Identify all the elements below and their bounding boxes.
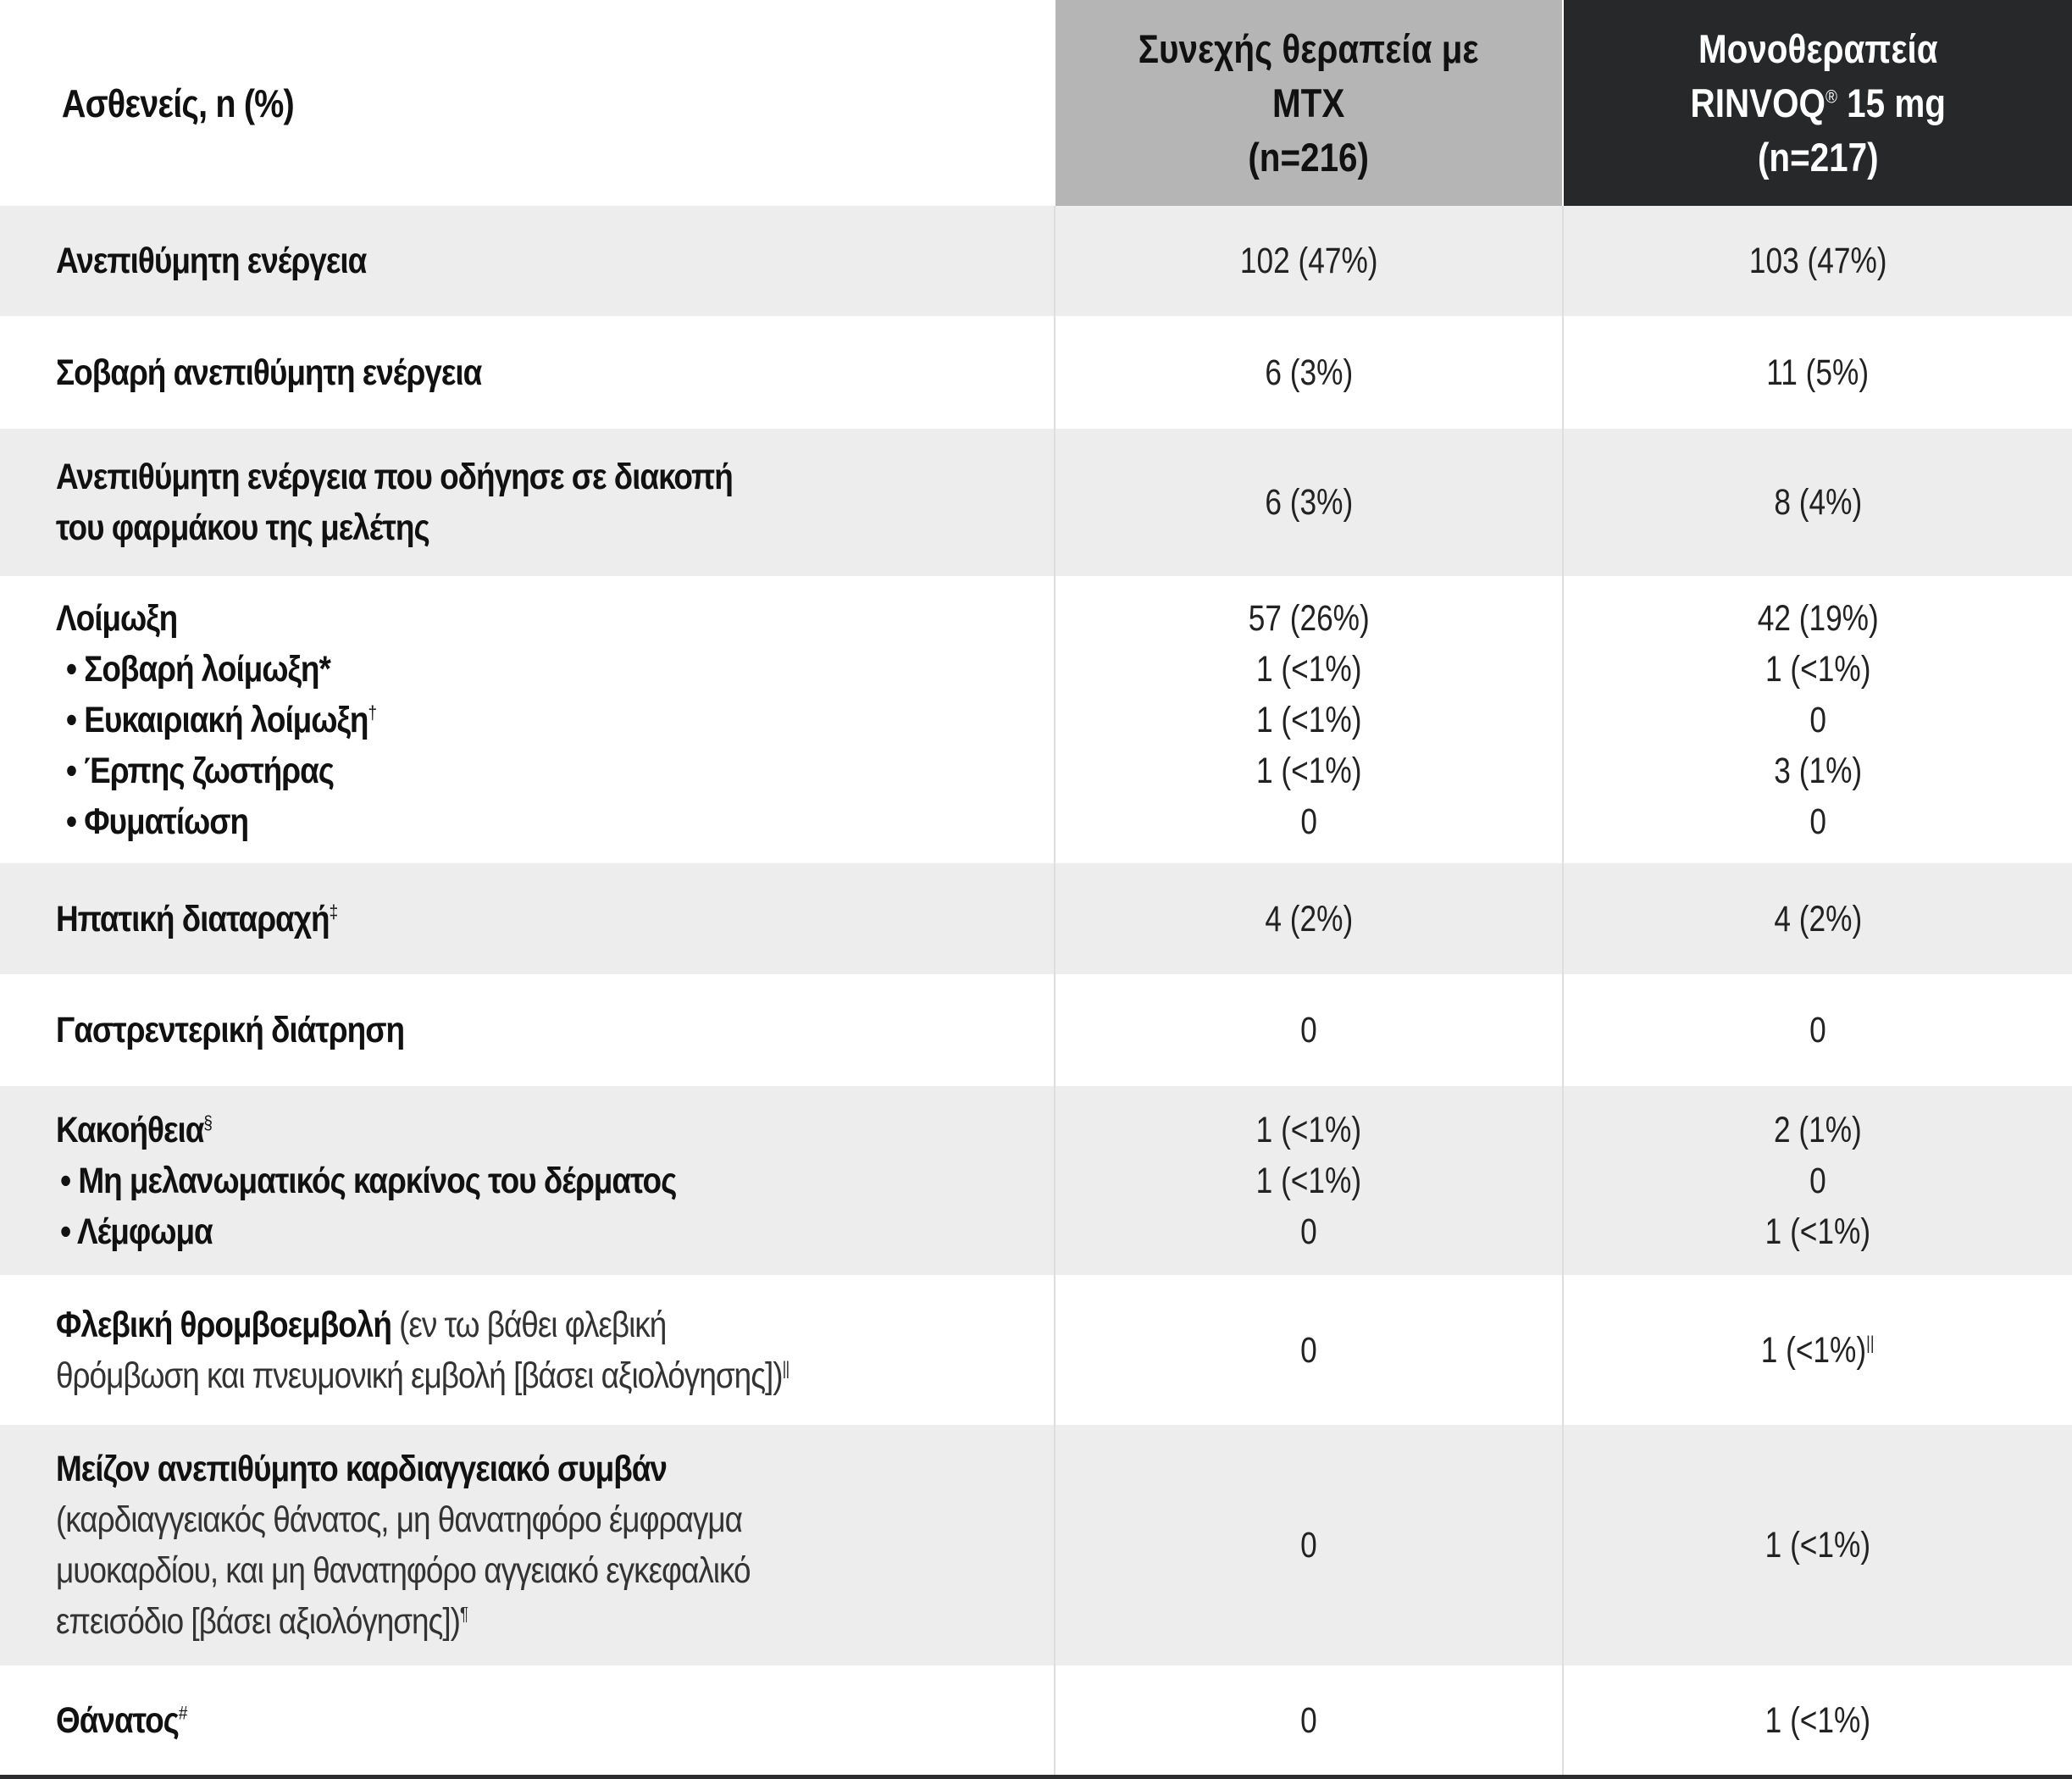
rinvoq-value: 8 (4%) — [1774, 482, 1862, 523]
row-label-detail-1: (καρδιαγγειακός θάνατος, μη θανατηφόρο έμφραγμα — [56, 1499, 742, 1540]
footnote-section: § — [203, 1111, 212, 1133]
header-row-label-cell — [0, 0, 1054, 206]
table-row-infection — [0, 576, 2072, 863]
table-row — [0, 863, 2072, 974]
header-row-label: Ασθενείς, n (%) — [61, 80, 294, 125]
rinvoq-value: 103 (47%) — [1748, 241, 1887, 281]
rinvoq-sub-value: 0 — [1809, 1160, 1826, 1201]
row-label: Λοίμωξη — [56, 597, 178, 639]
sub-item-label: • Ευκαιριακή λοίμωξη† — [66, 699, 376, 740]
mtx-sub-value: 0 — [1300, 1211, 1317, 1252]
mtx-sub-value: 0 — [1300, 801, 1317, 842]
mtx-value: 0 — [1300, 1010, 1317, 1050]
mtx-value: 0 — [1300, 1329, 1317, 1371]
row-label-line-2: του φαρμάκου της μελέτης — [56, 507, 429, 548]
rinvoq-value: 0 — [1809, 1010, 1826, 1050]
mtx-value: 4 (2%) — [1265, 898, 1353, 939]
row-label-detail-3: επεισόδιο [βάσει αξιολόγησης])¶ — [56, 1601, 468, 1642]
table-row — [0, 316, 2072, 429]
row-label-detail-2: μυοκαρδίου, και μη θανατηφόρο αγγειακό εγκεφαλικό — [56, 1550, 751, 1591]
table-row — [0, 206, 2072, 316]
row-label-line-1: Ανεπιθύμητη ενέργεια που οδήγησε σε διακοπή — [56, 457, 733, 497]
rinvoq-sub-value: 0 — [1809, 699, 1826, 740]
rinvoq-sub-value: 1 (<1%) — [1765, 648, 1871, 690]
table-row-vte — [0, 1275, 2072, 1425]
row-label: Κακοήθεια§ — [56, 1109, 212, 1150]
row-label: Θάνατος# — [56, 1699, 187, 1741]
header-rinvoq-line-1: Μονοθεραπεία — [1698, 25, 1938, 71]
mtx-value: 6 (3%) — [1265, 352, 1353, 393]
row-label-line-1: Φλεβική θρομβοεμβολή (εν τω βάθει φλεβική — [56, 1304, 667, 1345]
sub-item-label: • Μη μελανωματικός καρκίνος του δέρματος — [60, 1160, 677, 1201]
sub-item-label: • Σοβαρή λοίμωξη* — [66, 648, 330, 690]
footnote-parallel: || — [1866, 1332, 1875, 1354]
registered-mark: ® — [1825, 85, 1837, 107]
rinvoq-value: 4 (2%) — [1774, 898, 1862, 939]
header-mtx-line-2: MTX — [1272, 80, 1345, 125]
header-rinvoq-dose: 15 mg — [1837, 80, 1946, 125]
mtx-value: 1 (<1%) — [1255, 1109, 1362, 1150]
table-header-row — [0, 0, 2072, 206]
table-row — [0, 974, 2072, 1086]
row-label: Ανεπιθύμητη ενέργεια — [56, 241, 367, 281]
footnote-pilcrow: ¶ — [459, 1603, 468, 1625]
footnote-parallel: || — [782, 1357, 789, 1379]
header-mtx-column — [1054, 0, 1562, 206]
sub-item-label: • Φυματίωση — [66, 801, 249, 842]
rinvoq-value: 1 (<1%)|| — [1761, 1329, 1875, 1371]
table-row-malignancy — [0, 1086, 2072, 1275]
mtx-sub-value: 1 (<1%) — [1255, 699, 1362, 740]
rinvoq-sub-value: 0 — [1809, 801, 1826, 842]
row-label-bold: Μείζον ανεπιθύμητο καρδιαγγειακό συμβάν — [56, 1449, 667, 1489]
header-rinvoq-line-2 — [1690, 76, 1945, 130]
rinvoq-sub-value: 1 (<1%) — [1765, 1211, 1871, 1252]
rinvoq-value: 2 (1%) — [1774, 1109, 1862, 1150]
row-label: Γαστρεντερική διάτρηση — [56, 1010, 405, 1050]
row-label-line-2: θρόμβωση και πνευμονική εμβολή [βάσει αξιολόγησης])|| — [56, 1355, 789, 1396]
mtx-sub-value: 1 (<1%) — [1255, 648, 1362, 690]
table-row-mace — [0, 1425, 2072, 1665]
footnote-hash: # — [178, 1702, 187, 1724]
header-rinvoq-n: (n=217) — [1757, 134, 1879, 180]
row-label: Σοβαρή ανεπιθύμητη ενέργεια — [56, 352, 482, 393]
sub-item-label: • Λέμφωμα — [60, 1211, 213, 1252]
row-label: Ηπατική διαταραχή‡ — [56, 898, 338, 939]
rinvoq-value: 1 (<1%) — [1765, 1699, 1871, 1741]
header-mtx-line-1: Συνεχής θεραπεία με — [1138, 25, 1479, 71]
footnote-double-dagger: ‡ — [329, 901, 338, 923]
mtx-value: 0 — [1300, 1699, 1317, 1741]
mtx-value: 102 (47%) — [1239, 241, 1378, 281]
mtx-value: 0 — [1300, 1525, 1317, 1566]
mtx-sub-value: 1 (<1%) — [1255, 750, 1362, 791]
mtx-value: 6 (3%) — [1265, 482, 1353, 523]
mtx-sub-value: 1 (<1%) — [1255, 1160, 1362, 1201]
rinvoq-value: 1 (<1%) — [1765, 1525, 1871, 1566]
mtx-value: 57 (26%) — [1248, 597, 1370, 639]
rinvoq-sub-value: 3 (1%) — [1774, 750, 1862, 791]
rinvoq-value: 11 (5%) — [1766, 352, 1870, 393]
rinvoq-value: 42 (19%) — [1757, 597, 1879, 639]
header-rinvoq-brand: RINVOQ — [1690, 80, 1825, 125]
table-bottom-rule — [0, 1775, 2072, 1779]
table-row-death — [0, 1665, 2072, 1775]
header-rinvoq-column — [1562, 0, 2072, 206]
table-row — [0, 429, 2072, 576]
sub-item-label: • Έρπης ζωστήρας — [66, 750, 334, 791]
footnote-dagger: † — [368, 701, 376, 723]
header-mtx-n: (n=216) — [1248, 134, 1370, 180]
